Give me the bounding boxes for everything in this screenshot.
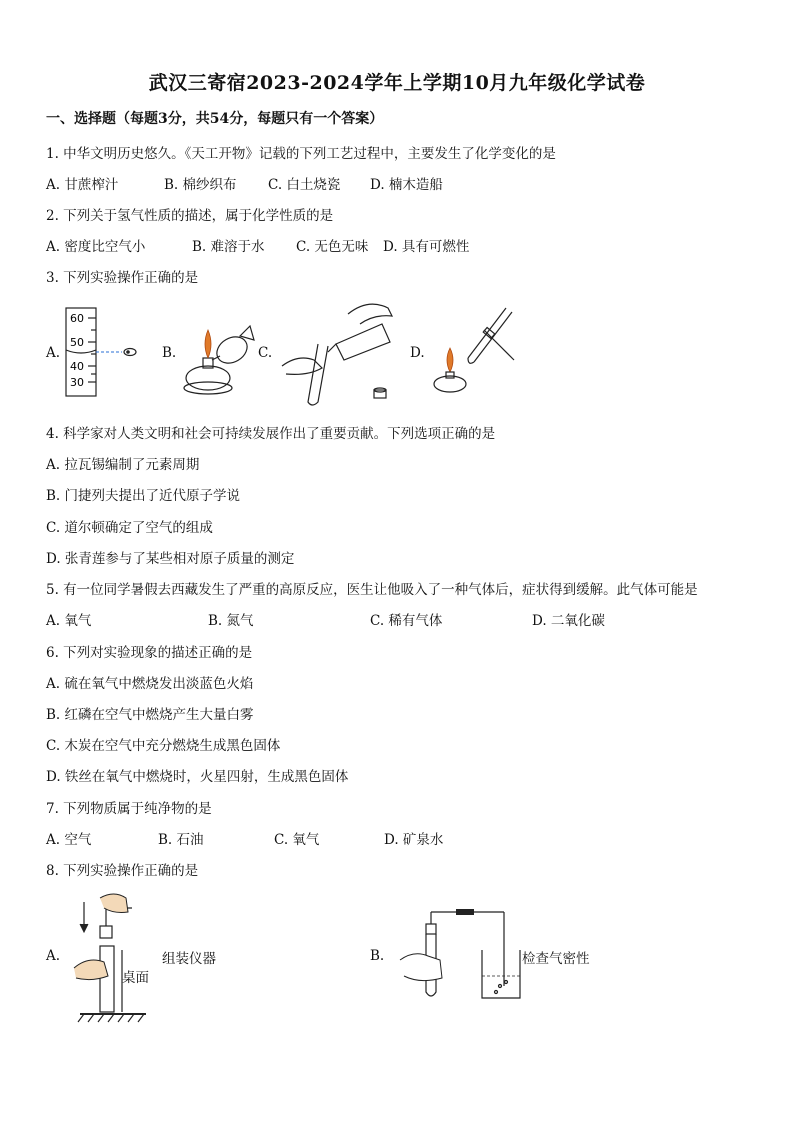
flame-icon [205, 330, 211, 358]
q5-option-d: D. 二氧化碳 [532, 613, 605, 629]
arrow-down-icon [80, 924, 88, 932]
q6-option-b: B. 红磷在空气中燃烧产生大量白雾 [46, 707, 254, 723]
q1-option-d: D. 楠木造船 [370, 177, 443, 193]
question-1-stem: 1. 中华文明历史悠久。《天工开物》记载的下列工艺过程中，主要发生了化学变化的是 [46, 146, 556, 162]
q8-option-b: B. [370, 948, 385, 964]
q1-option-c: C. 白土烧瓷 [268, 177, 341, 193]
q2-option-d: D. 具有可燃性 [383, 239, 470, 255]
question-3-stem: 3. 下列实验操作正确的是 [46, 270, 199, 286]
question-6-stem: 6. 下列对实验现象的描述正确的是 [46, 645, 253, 661]
pouring-liquid-figure [278, 294, 408, 406]
question-5-stem: 5. 有一位同学暑假去西藏发生了严重的高原反应，医生让他吸入了一种气体后，症状得到缓解。此气体可能是 [46, 582, 698, 598]
q3-option-b: B. [162, 345, 177, 361]
q7-option-c: C. 氧气 [274, 832, 320, 848]
cylinder-tick-50: 50 [70, 336, 84, 349]
airtightness-check-figure [396, 906, 520, 1002]
eye-icon [124, 349, 136, 356]
question-2-stem: 2. 下列关于氢气性质的描述，属于化学性质的是 [46, 208, 334, 224]
q4-option-d: D. 张青莲参与了某些相对原子质量的测定 [46, 551, 295, 567]
q2-option-a: A. 密度比空气小 [46, 239, 146, 255]
q1-option-a: A. 甘蔗榨汁 [46, 177, 119, 193]
q3-option-a: A. [46, 345, 61, 361]
hand-icon [348, 304, 392, 324]
q2-option-c: C. 无色无味 [296, 239, 369, 255]
cylinder-tick-40: 40 [70, 360, 84, 373]
question-4-stem: 4. 科学家对人类文明和社会可持续发展作出了重要贡献。下列选项正确的是 [46, 426, 496, 442]
cylinder-tick-30: 30 [70, 376, 84, 389]
q7-option-d: D. 矿泉水 [384, 832, 444, 848]
q7-option-b: B. 石油 [158, 832, 204, 848]
hand-icon [100, 894, 128, 913]
q6-option-d: D. 铁丝在氧气中燃烧时，火星四射，生成黑色固体 [46, 769, 349, 785]
question-7-stem: 7. 下列物质属于纯净物的是 [46, 801, 212, 817]
graduated-cylinder-figure [58, 304, 148, 399]
question-8-stem: 8. 下列实验操作正确的是 [46, 863, 199, 879]
q6-option-c: C. 木炭在空气中充分燃烧生成黑色固体 [46, 738, 281, 754]
hand-icon-2 [74, 960, 108, 980]
q7-option-a: A. 空气 [46, 832, 92, 848]
q4-option-a: A. 拉瓦锡编制了元素周期 [46, 457, 200, 473]
q5-option-b: B. 氮气 [208, 613, 254, 629]
q2-option-b: B. 难溶于水 [192, 239, 265, 255]
q3-option-c: C. [258, 345, 273, 361]
q1-option-b: B. 棉纱织布 [164, 177, 237, 193]
q4-option-b: B. 门捷列夫提出了近代原子学说 [46, 488, 241, 504]
q5-option-a: A. 氧气 [46, 613, 92, 629]
page-title: 武汉三寄宿2023-2024学年上学期10月九年级化学试卷 [148, 72, 646, 94]
q5-option-c: C. 稀有气体 [370, 613, 443, 629]
section-heading: 一、选择题（每题3分，共54分，每题只有一个答案） [46, 111, 384, 127]
assembling-apparatus-figure [70, 890, 160, 1025]
q8-option-a: A. [46, 948, 61, 964]
flame-icon [447, 348, 453, 372]
q8-caption-a: 组装仪器 [162, 951, 216, 967]
q8-caption-b: 检查气密性 [522, 951, 590, 967]
hand-icon-2 [282, 358, 322, 374]
q4-option-c: C. 道尔顿确定了空气的组成 [46, 520, 213, 536]
alcohol-lamp-lighting-figure [178, 306, 258, 398]
heating-test-tube-figure [426, 302, 526, 396]
table-surface-label: 桌面 [122, 970, 149, 986]
q6-option-a: A. 硫在氧气中燃烧发出淡蓝色火焰 [46, 676, 254, 692]
cylinder-tick-60: 60 [70, 312, 84, 325]
q3-option-d: D. [410, 345, 425, 361]
